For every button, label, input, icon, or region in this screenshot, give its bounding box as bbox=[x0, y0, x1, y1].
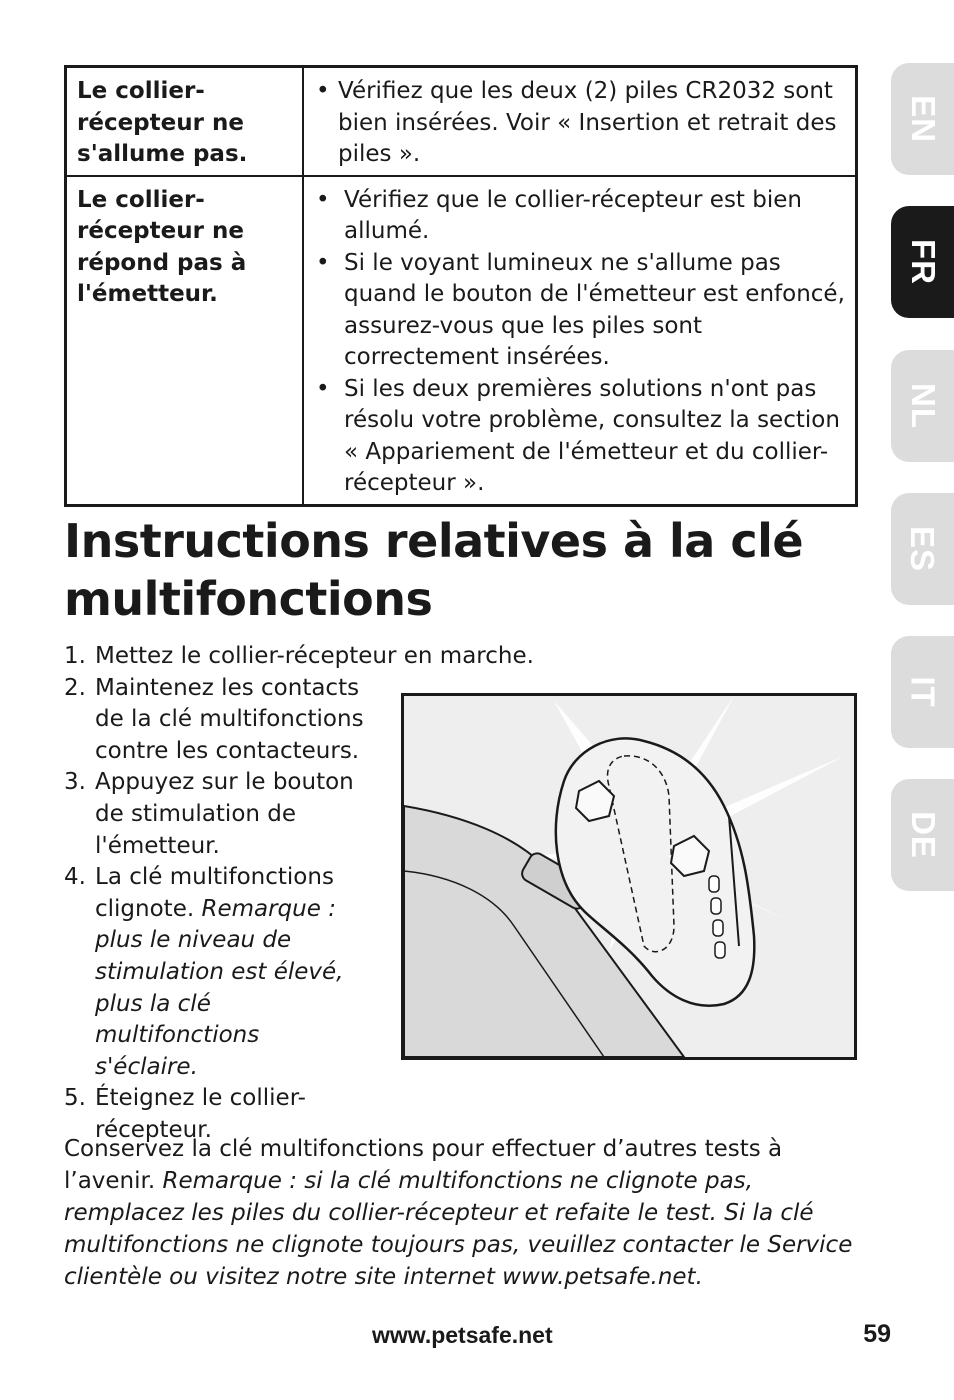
step-number: 1. bbox=[64, 643, 86, 669]
tab-label: ES bbox=[904, 525, 942, 573]
step-text: Éteignez le collier-récepteur. bbox=[95, 1085, 306, 1143]
step-number: 3. bbox=[64, 769, 86, 796]
tab-fr[interactable] bbox=[891, 206, 954, 318]
step-text: Mettez le collier-récepteur en marche. bbox=[95, 643, 534, 669]
tab-label: IT bbox=[904, 676, 942, 708]
table-row bbox=[66, 176, 857, 506]
collar-test-key-drawing bbox=[404, 696, 854, 1057]
section-title: Instructions relatives à la clé multifonctions bbox=[64, 514, 804, 626]
closing-note: Remarque : si la clé multifonctions ne clignote pas, remplacez les piles du collier-récepteur et refaite le test. Si la clé multifonctions ne clignote toujours pas, veuillez contacter le Service clientèle ou visitez notre site internet www.petsafe.net. bbox=[64, 1168, 853, 1290]
tab-label: FR bbox=[904, 239, 942, 285]
step-body bbox=[95, 862, 365, 1083]
closing-paragraph bbox=[64, 1133, 864, 1293]
solution-list bbox=[314, 76, 845, 171]
troubleshooting-table bbox=[64, 65, 858, 507]
solution-item: • Vérifiez que les deux (2) piles CR2032 sont bien insérées. Voir « Insertion et retrait des piles ». bbox=[314, 76, 845, 171]
step-text: La clé multifonctions clignote. bbox=[95, 864, 334, 922]
tab-en[interactable] bbox=[891, 63, 954, 175]
step-item bbox=[64, 641, 534, 673]
solution-cell bbox=[303, 176, 857, 506]
step-number: 4. bbox=[64, 864, 86, 891]
solution-item: • Si le voyant lumineux ne s'allume pas quand le bouton de l'émetteur est enfoncé, assurez-vous que les piles sont correctement insérées. bbox=[314, 248, 845, 374]
tab-es[interactable] bbox=[891, 493, 954, 605]
page-number: 59 bbox=[863, 1320, 891, 1348]
solution-list bbox=[314, 185, 845, 500]
solution-item: • Si les deux premières solutions n'ont pas résolu votre problème, consultez la section « Appariement de l'émetteur et du collier-récepteur ». bbox=[314, 374, 845, 500]
step-text: Maintenez les contacts de la clé multifonctions contre les contacteurs. bbox=[95, 674, 364, 764]
table-row bbox=[66, 67, 857, 176]
step-number: 5. bbox=[64, 1085, 86, 1112]
step-text: Appuyez sur le bouton de stimulation de l'émetteur. bbox=[95, 769, 354, 859]
problem-text: Le collier-récepteur ne s'allume pas. bbox=[77, 78, 248, 167]
tab-label: EN bbox=[904, 95, 942, 143]
solution-item: • Vérifiez que le collier-récepteur est bien allumé. bbox=[314, 185, 845, 248]
tab-de[interactable] bbox=[891, 779, 954, 891]
solution-cell bbox=[303, 67, 857, 176]
problem-cell bbox=[66, 176, 304, 506]
step-number: 2. bbox=[64, 674, 86, 701]
problem-cell bbox=[66, 67, 304, 176]
test-light-illustration bbox=[401, 693, 857, 1060]
footer-url[interactable]: www.petsafe.net bbox=[372, 1322, 553, 1348]
tab-nl[interactable] bbox=[891, 350, 954, 462]
tab-it[interactable] bbox=[891, 636, 954, 748]
step-note: Remarque : plus le niveau de stimulation est élevé, plus la clé multifonctions s'éclaire. bbox=[95, 895, 344, 1080]
closing-text: Conservez la clé multifonctions pour effectuer d’autres tests à l’avenir. bbox=[64, 1136, 783, 1194]
problem-text: Le collier-récepteur ne répond pas à l'émetteur. bbox=[77, 186, 247, 307]
tab-label: DE bbox=[904, 811, 942, 859]
tab-label: NL bbox=[904, 383, 942, 429]
